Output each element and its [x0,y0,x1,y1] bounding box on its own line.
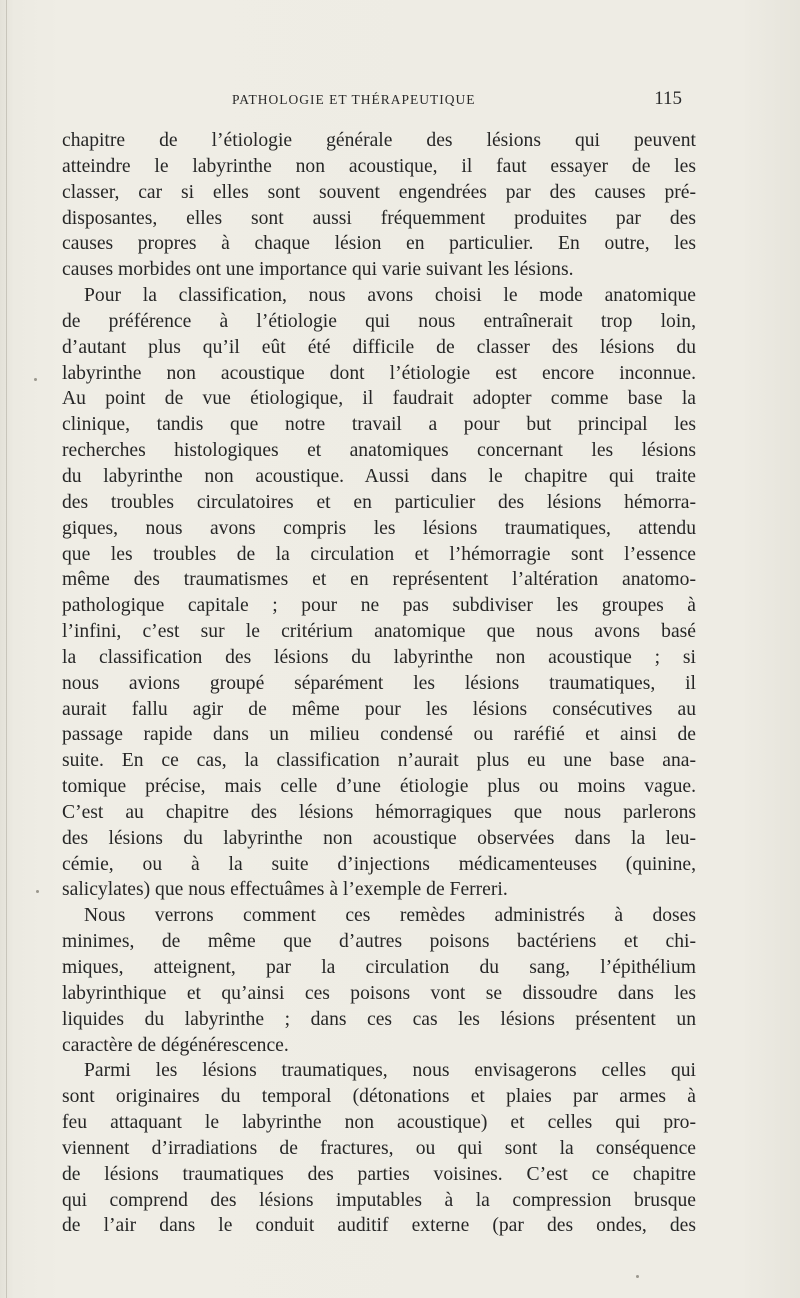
text-line: que les troubles de la circulation et l’hémorragie sont l’essence [62,543,696,565]
text-line: recherches histologiques et anatomiques concernant les lésions [62,440,696,462]
page-number: 115 [654,88,682,109]
text-line: Nous verrons comment ces remèdes administrés à doses [84,905,696,927]
text-line: Pour la classification, nous avons choisi le mode anatomique [84,285,696,307]
text-line: giques, nous avons compris les lésions traumatiques, attendu [62,517,696,539]
text-line: du labyrinthe non acoustique. Aussi dans le chapitre qui traite [62,465,696,487]
text-line: chapitre de l’étiologie générale des lésions qui peuvent [62,130,696,151]
margin-speck [636,1275,639,1278]
text-line: atteindre le labyrinthe non acoustique, il faut essayer de les [62,155,696,177]
text-line: qui comprend des lésions imputables à la compression brusque [62,1189,696,1211]
text-line: minimes, de même que d’autres poisons bactériens et chi- [62,931,696,953]
text-line: causes propres à chaque lésion en particulier. En outre, les [62,233,696,255]
text-line: même des traumatismes et en représentent l’altération anatomo- [62,569,696,591]
text-line: des troubles circulatoires et en particulier des lésions hémorra- [62,491,696,513]
text-line: caractère de dégénérescence. [62,1034,289,1056]
text-line: de préférence à l’étiologie qui nous entraînerait trop loin, [62,310,696,332]
text-line: l’infini, c’est sur le critérium anatomique que nous avons basé [62,621,696,643]
text-line: pathologique capitale ; pour ne pas subdiviser les groupes à [62,595,696,617]
text-line: suite. En ce cas, la classification n’aurait plus eu une base ana- [62,750,696,772]
text-line: viennent d’irradiations de fractures, ou qui sont la conséquence [62,1137,696,1159]
text-line: nous avions groupé séparément les lésions traumatiques, il [62,672,696,694]
text-line: feu attaquant le labyrinthe non acoustique) et celles qui pro- [62,1112,696,1134]
text-line: classer, car si elles sont souvent engendrées par des causes pré- [62,181,696,203]
text-line: aurait fallu agir de même pour les lésions consécutives au [62,698,696,720]
text-line: liquides du labyrinthe ; dans ces cas les lésions présentent un [62,1008,696,1030]
text-line: labyrinthe non acoustique dont l’étiologie est encore inconnue. [62,362,696,384]
text-line: de lésions traumatiques des parties voisines. C’est ce chapitre [62,1163,696,1185]
text-line: passage rapide dans un milieu condensé ou raréfié et ainsi de [62,724,696,746]
margin-speck [36,890,39,893]
text-line: cémie, ou à la suite d’injections médicamenteuses (quinine, [62,853,696,875]
text-line: la classification des lésions du labyrinthe non acoustique ; si [62,646,696,668]
text-line: salicylates) que nous effectuâmes à l’exemple de Ferreri. [62,879,508,901]
running-head: PATHOLOGIE ET THÉRAPEUTIQUE [232,92,476,107]
text-line: des lésions du labyrinthe non acoustique observées dans la leu- [62,827,696,849]
text-line: d’autant plus qu’il eût été difficile de classer des lésions du [62,336,696,358]
text-line: Au point de vue étiologique, il faudrait adopter comme base la [62,388,696,410]
text-line: sont originaires du temporal (détonations et plaies par armes à [62,1086,696,1108]
text-line: clinique, tandis que notre travail a pour but principal les [62,414,696,436]
text-line: labyrinthique et qu’ainsi ces poisons vont se dissoudre dans les [62,982,696,1004]
text-line: causes morbides ont une importance qui varie suivant les lésions. [62,259,574,281]
text-line: Parmi les lésions traumatiques, nous envisagerons celles qui [84,1060,696,1082]
text-line: tomique précise, mais celle d’une étiologie plus ou moins vague. [62,776,696,798]
text-line: C’est au chapitre des lésions hémorragiques que nous parlerons [62,801,696,823]
text-line: de l’air dans le conduit auditif externe (par des ondes, des [62,1215,696,1237]
page-header [230,88,682,112]
margin-speck [34,378,37,381]
binding-edge [6,0,7,1298]
text-line: disposantes, elles sont aussi fréquemment produites par des [62,207,696,229]
body-text [62,128,696,1239]
text-line: miques, atteignent, par la circulation du sang, l’épithélium [62,957,696,978]
